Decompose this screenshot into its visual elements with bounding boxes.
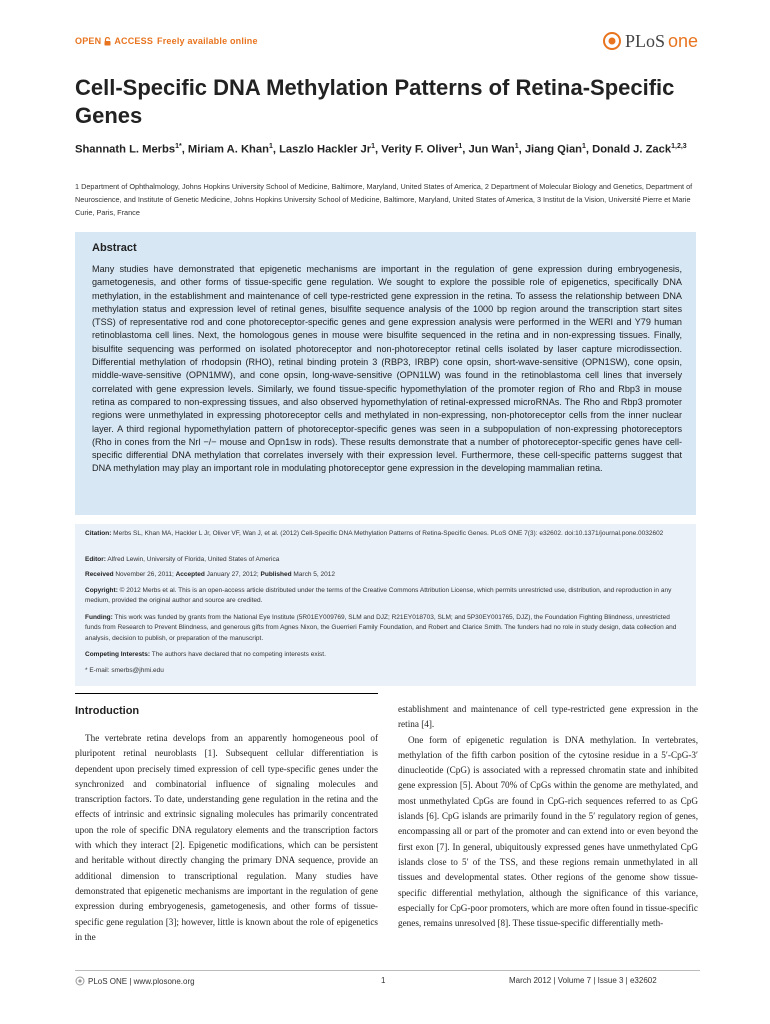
author-name: Jiang Qian (524, 143, 583, 156)
footer-divider (75, 970, 700, 971)
accepted-date: January 27, 2012; (206, 571, 259, 578)
paper-title: Cell-Specific DNA Methylation Patterns of Retina-Specific Genes (75, 75, 675, 128)
author-list: Shannath L. Merbs$^{1*}$, Miriam A. Khan$^1$, Laszlo Hackler Jr$^1$, Verity F. Oliver$^1$, Jun Wan$^1$, Jiang Qian$^1$, Donald J. Zack$^{1,2,3}$ (75, 143, 687, 156)
email-line[interactable]: * E-mail: smerbs@jhmi.edu (85, 667, 164, 674)
author-name: Donald J. Zack (592, 143, 672, 156)
oa-free-text: Freely available online (157, 36, 258, 46)
author-affiliation-mark: 1,2,3 (671, 143, 687, 150)
competing-text: The authors have declared that no competing interests exist. (151, 651, 326, 658)
body-paragraph: One form of epigenetic regulation is DNA methylation. In vertebrates, methylation of the fifth carbon position of the cytosine residue in a 5′-CpG-3′ dinucleotide (CpG) is associated with a repressed chromatin state and inhibited gene expression [5]. About 70% of CpGs within the genome are methylated, and most unmethylated CpGs are found in CpG-rich sequences referred to as CpG islands [6]. CpG islands are primarily found in the 5′ regulatory region of genes, encompassing all or part of the promoter and can extend into or even beyond the first exon [7]. In general, ubiquitously expressed genes have unmethylated CpG islands close to 5′ of the TSS, and these regions remain unmethylated in all tissues and developmental states. Other regions of the genome show tissue-specific differential methylation, although the significance of this variance, especially for CpG-poor promoters, which are more often found in tissue-specific genes, remains unresolved [8]. These tissue-specific differentially meth- (398, 734, 698, 929)
competing-label: Competing Interests: (85, 651, 151, 658)
funding-label: Funding: (85, 614, 113, 621)
published-date: March 5, 2012 (293, 571, 335, 578)
dates-block (85, 570, 685, 580)
editor-text: Alfred Lewin, University of Florida, United States of America (107, 556, 280, 563)
received-label: Received (85, 571, 114, 578)
author-affiliation-mark: 1 (582, 143, 586, 150)
abstract-box (75, 232, 696, 515)
footer-journal (75, 976, 195, 986)
abstract-text: Many studies have demonstrated that epigenetic mechanisms are important in the regulation of gene expression during embryogenesis, gametogenesis, and other forms of tissue-specific gene regulation. We sought to explore the possible role of epigenetics, specifically DNA methylation, in the establishment and maintenance of cell type-restricted gene expression in the retina. To assess the relationship between DNA methylation status and expression level of retinal genes, bisulfite sequence analysis of the 1000 bp region around the transcription start sites (TSS) of representative rod and cone photoreceptor-specific genes and gene expression analysis were performed in the WERI and Y79 human retinoblastoma cell lines. Next, the homologous genes in mouse were bisulfite sequenced in the retina and in non-expressing tissues. Finally, bisulfite sequencing was performed on isolated photoreceptor and non-photoreceptor retinal cells isolated by laser capture microdissection. Differential methylation of rhodopsin (RHO), retinal binding protein 3 (RBP3, IRBP) cone opsin, short-wave-sensitive (OPN1SW), cone opsin, middle-wave-sensitive (OPN1MW), and cone opsin, long-wave-sensitive (OPN1LW) was found in the retinoblastoma cell lines that inversely correlated with gene expression levels. Similarly, we found tissue-specific hypomethylation of the promoter region of Rho and Rbp3 in mouse retina as compared to non-expressing tissues, and also observed hypomethylation of retinal-expressed microRNAs. The Rho and Rbp3 promoter regions were unmethylated in expressing photoreceptor cells and methylated in non-expressing, non-photoreceptor cells from the inner nuclear layer. A third regional hypomethylation pattern of photoreceptor-specific genes was seen in a subpopulation of non-expressing photoreceptors (Rho in cones from the Nrl −/− mouse and Opn1sw in rods). These results demonstrate that a number of photoreceptor-specific genes have cell-specific differential DNA methylation that correlates inversely with their expression level. Furthermore, these cell-specific patterns suggest that DNA methylation may play an important role in modulating photoreceptor gene expression in the developing mammalian retina. (92, 264, 682, 474)
author-affiliation-mark: 1 (514, 143, 519, 150)
citation-block (85, 529, 685, 539)
accepted-label: Accepted (175, 571, 205, 578)
copyright-block (85, 586, 685, 607)
editor-block (85, 555, 685, 565)
author-affiliation-mark: 1* (175, 143, 182, 150)
author-name: Laszlo Hackler Jr (279, 143, 372, 156)
open-access-banner (75, 36, 258, 46)
received-date: November 26, 2011; (115, 571, 174, 578)
plos-logo-icon (602, 31, 622, 51)
abstract-heading: Abstract (92, 242, 137, 254)
copyright-label: Copyright: (85, 587, 118, 594)
article-metadata (75, 524, 696, 686)
introduction-left-column: The vertebrate retina develops from an apparently homogeneous pool of pluripotent retinal neuroblasts [1]. Subsequent cellular differentiation is dependent upon precisely timed expression of cell type-specific genes under the synchronized and combinatorial influence of signaling molecules and transcription factors. To date, understanding gene regulation in the retina and the effects of intrinsic and extrinsic signaling molecules has primarily concentrated upon the role of specific DNA regulatory elements and the transcription factors with which they interact [2]. Epigenetic modifications, which can be persistent and heritable without directly changing the primary DNA sequence, provide an additional dimension to transcriptional regulation. Many studies have demonstrated that epigenetic mechanisms are important in the regulation of gene expression during embryogenesis, gametogenesis, and other forms of tissue-specific gene regulation [3]; however, little is known about the role of epigenetics in the (75, 733, 378, 942)
author-affiliation-mark: 1 (458, 143, 463, 150)
page-number: 1 (381, 976, 386, 985)
oa-open-text: OPEN (75, 36, 102, 46)
introduction-heading: Introduction (75, 705, 140, 717)
citation-label: Citation: (85, 530, 112, 537)
footer-journal-text: PLoS ONE | www.plosone.org (88, 977, 195, 986)
plos-small-logo-icon (75, 976, 85, 986)
funding-block (85, 613, 685, 644)
affiliations: 1 Department of Ophthalmology, Johns Hopkins University School of Medicine, Baltimore, Maryland, United States of America, 2 Department of Molecular Biology and Genetics, Department of Neuroscience, and Institute of Genetic Medicine, Johns Hopkins University School of Medicine, Baltimore, Maryland, United States of America, 3 Institut de la Vision, Université Pierre et Marie Curie, Paris, France (75, 182, 693, 217)
author-name: Verity F. Oliver (381, 143, 459, 156)
footer-issue-info: March 2012 | Volume 7 | Issue 3 | e32602 (509, 976, 657, 985)
author-name: Miriam A. Khan (187, 143, 269, 156)
author-name: Shannath L. Merbs (75, 143, 176, 156)
oa-access-text: ACCESS (114, 36, 154, 46)
journal-logo[interactable] (602, 31, 698, 53)
logo-plos-text: PLoS (625, 31, 666, 51)
editor-label: Editor: (85, 556, 106, 563)
copyright-text: © 2012 Merbs et al. This is an open-access article distributed under the terms of the Creative Commons Attribution License, which permits unrestricted use, distribution, and reproduction in any medium, provided the original author and source are credited. (85, 587, 672, 605)
logo-one-text: one (668, 31, 699, 51)
author-affiliation-mark: 1 (371, 143, 376, 150)
funding-text: This work was funded by grants from the National Eye Institute (5R01EY009769, SLM and DJZ; R21EY018703, SLM; and 5P30EY001765, DJZ), the Foundation Fighting Blindness, unrestricted funds from Research to Prevent Blindness, and generous gifts from Agnes Nixon, the Guerrieri Family Foundation, and Robert and Clarice Smith. The funders had no role in study design, data collection and analysis, decision to publish, or preparation of the manuscript. (85, 614, 677, 642)
author-name: Jun Wan (468, 143, 515, 156)
open-lock-icon (104, 37, 111, 45)
introduction-right-column (398, 702, 698, 931)
section-divider (75, 693, 378, 694)
published-label: Published (260, 571, 292, 578)
body-paragraph: establishment and maintenance of cell type-restricted gene expression in the retina [4]. (398, 704, 698, 730)
author-affiliation-mark: 1 (268, 143, 273, 150)
competing-block (85, 650, 685, 660)
citation-text: Merbs SL, Khan MA, Hackler L Jr, Oliver VF, Wan J, et al. (2012) Cell-Specific DNA Methylation Patterns of Retina-Specific Genes. PLoS ONE 7(3): e32602. doi:10.1371/journal.pone.0032602 (113, 530, 664, 537)
